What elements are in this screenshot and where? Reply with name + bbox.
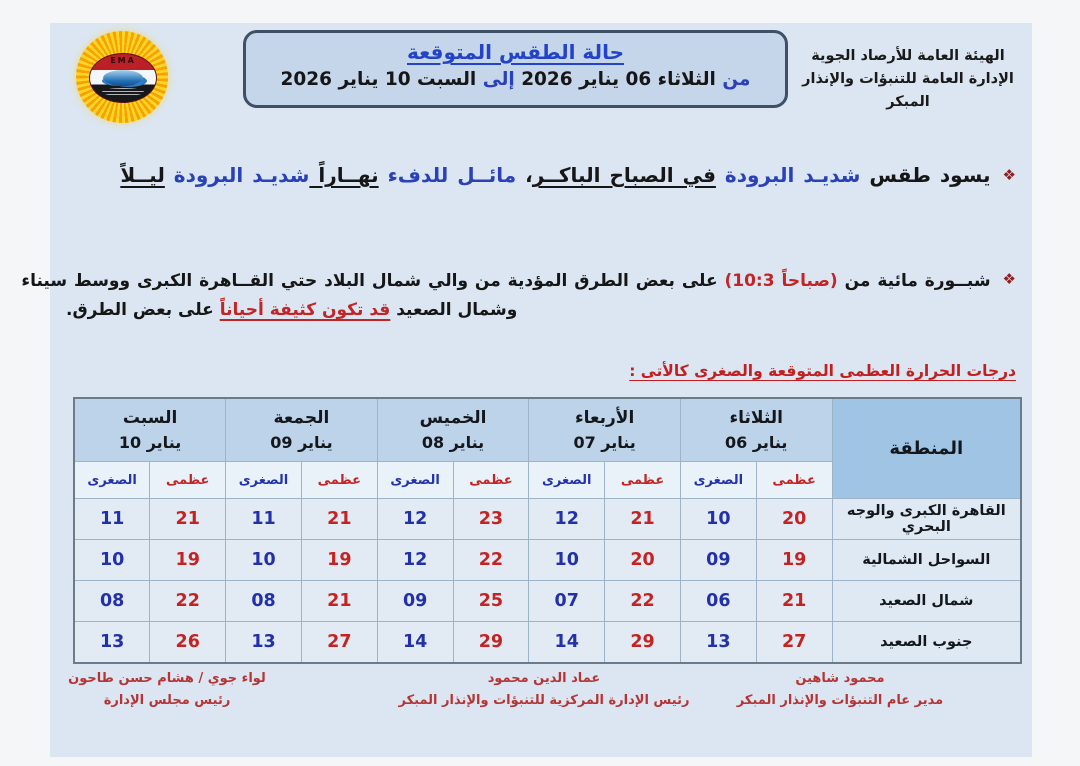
table-caption: درجات الحرارة العظمى المتوقعة والصغرى كالأتى :	[629, 362, 1016, 380]
text-segment: نهــاراً	[309, 163, 379, 187]
fog-warning-text-line1	[21, 271, 990, 291]
day-name: الجمعة	[273, 408, 330, 428]
signature-name: محمود شاهين	[795, 671, 885, 686]
day-name: الخميس	[419, 408, 487, 428]
max-temp-cell: 20	[605, 540, 681, 581]
min-temp-cell: 14	[377, 622, 453, 664]
max-temp-cell: 27	[756, 622, 832, 664]
min-temp-cell: 10	[226, 540, 302, 581]
table-row	[74, 540, 1021, 581]
day-header-cell	[226, 398, 378, 462]
day-date: 09 يناير	[270, 433, 333, 452]
min-temp-cell: 12	[529, 499, 605, 540]
max-label-cell: عظمى	[301, 462, 377, 499]
signature-forecast-director	[735, 668, 945, 712]
max-label-cell: عظمى	[756, 462, 832, 499]
max-label-cell: عظمى	[605, 462, 681, 499]
min-temp-cell: 09	[680, 540, 756, 581]
cloud-icon	[103, 70, 143, 86]
day-header-cell	[74, 398, 226, 462]
text-segment: قد تكون كثيفة أحياناً	[219, 300, 391, 320]
max-temp-cell: 22	[150, 581, 226, 622]
globe-flag-icon	[89, 53, 157, 103]
text-segment: (10:3 صباحاً)	[724, 271, 838, 291]
text-segment: ليــلاً	[120, 163, 165, 187]
min-label-cell: الصغرى	[74, 462, 150, 499]
max-temp-cell: 19	[150, 540, 226, 581]
text-segment: مائــل للدفء	[378, 163, 517, 187]
min-label-cell: الصغرى	[226, 462, 302, 499]
title-box	[243, 30, 788, 108]
table-row	[74, 622, 1021, 664]
waves-decoration	[102, 88, 144, 96]
text-segment: من	[715, 69, 751, 90]
max-label-cell: عظمى	[150, 462, 226, 499]
max-temp-cell: 27	[301, 622, 377, 664]
text-segment: السبت 10 يناير 2026	[280, 69, 477, 90]
min-temp-cell: 11	[74, 499, 150, 540]
min-temp-cell: 11	[226, 499, 302, 540]
text-segment: على بعض الطرق.	[66, 300, 220, 320]
weather-summary-bullet	[66, 163, 1016, 187]
day-header-cell	[377, 398, 529, 462]
table-header-row-days	[74, 398, 1021, 462]
min-temp-cell: 12	[377, 540, 453, 581]
logo-ema-text: EMA	[110, 56, 136, 65]
max-temp-cell: 21	[301, 499, 377, 540]
region-cell: شمال الصعيد	[832, 581, 1021, 622]
min-temp-cell: 13	[74, 622, 150, 664]
max-temp-cell: 21	[756, 581, 832, 622]
min-temp-cell: 08	[226, 581, 302, 622]
temperature-table	[73, 397, 1022, 664]
min-temp-cell: 10	[74, 540, 150, 581]
min-temp-cell: 09	[377, 581, 453, 622]
max-temp-cell: 21	[150, 499, 226, 540]
text-segment: شديـد البرودة	[715, 163, 861, 187]
max-temp-cell: 22	[453, 540, 529, 581]
signature-central-admin-head	[384, 668, 704, 712]
table-row	[74, 581, 1021, 622]
min-label-cell: الصغرى	[377, 462, 453, 499]
text-segment: ،	[516, 163, 533, 187]
text-segment: شبــورة مائية من	[837, 271, 991, 291]
min-temp-cell: 07	[529, 581, 605, 622]
bullet-diamond-icon: ❖	[1002, 270, 1016, 288]
day-date: 08 يناير	[421, 433, 485, 452]
table-row	[74, 499, 1021, 540]
signature-board-chairman	[52, 668, 282, 712]
org-name	[788, 45, 1028, 114]
region-cell: القاهرة الكبرى والوجه البحري	[832, 499, 1021, 540]
max-temp-cell: 21	[301, 581, 377, 622]
min-label-cell: الصغرى	[680, 462, 756, 499]
text-segment: وشمال الصعيد	[390, 300, 518, 320]
signature-title: مدير عام التنبؤات والإنذار المبكر	[736, 693, 944, 708]
signature-name: عماد الدين محمود	[487, 671, 601, 686]
min-temp-cell: 06	[680, 581, 756, 622]
max-temp-cell: 19	[301, 540, 377, 581]
max-temp-cell: 19	[756, 540, 832, 581]
day-name: الثلاثاء	[729, 408, 783, 428]
day-header-cell	[529, 398, 681, 462]
min-label-cell: الصغرى	[529, 462, 605, 499]
max-temp-cell: 22	[605, 581, 681, 622]
min-temp-cell: 12	[377, 499, 453, 540]
region-cell: جنوب الصعيد	[832, 622, 1021, 664]
max-temp-cell: 29	[453, 622, 529, 664]
max-temp-cell: 20	[756, 499, 832, 540]
max-temp-cell: 21	[605, 499, 681, 540]
fog-warning-text-line2	[66, 296, 1016, 325]
report-date-range	[246, 69, 785, 90]
max-temp-cell: 25	[453, 581, 529, 622]
min-temp-cell: 13	[680, 622, 756, 664]
day-date: 06 يناير	[725, 433, 788, 452]
region-cell: السواحل الشمالية	[832, 540, 1021, 581]
min-temp-cell: 08	[74, 581, 150, 622]
fog-warning-bullet	[21, 265, 1016, 325]
day-header-cell	[680, 398, 832, 462]
signature-name: لواء جوي / هشام حسن طاحون	[68, 671, 266, 686]
max-label-cell: عظمى	[453, 462, 529, 499]
region-header-cell: المنطقة	[832, 398, 1021, 499]
max-temp-cell: 26	[150, 622, 226, 664]
day-name: الأربعاء	[574, 408, 635, 428]
day-date: 07 يناير	[573, 433, 636, 452]
text-segment: الثلاثاء 06 يناير 2026	[514, 69, 716, 90]
text-segment: إلى	[476, 69, 515, 90]
text-segment: يسود طقس	[860, 163, 991, 187]
signature-title: رئيس الإدارة المركزية للتنبؤات والإنذار المبكر	[398, 693, 690, 708]
signature-title: رئيس مجلس الإدارة	[103, 693, 231, 708]
org-line-2: الإدارة العامة للتنبؤات والإنذار المبكر	[802, 71, 1014, 110]
ema-logo	[76, 31, 168, 123]
org-line-1: الهيئة العامة للأرصاد الجوية	[811, 48, 1005, 64]
max-temp-cell: 29	[605, 622, 681, 664]
report-title: حالة الطقس المتوقعة	[407, 40, 624, 64]
day-date: 10 يناير	[118, 433, 182, 452]
text-segment: شديـد البرودة	[164, 163, 310, 187]
min-temp-cell: 10	[680, 499, 756, 540]
min-temp-cell: 13	[226, 622, 302, 664]
min-temp-cell: 10	[529, 540, 605, 581]
bullet-diamond-icon: ❖	[1002, 166, 1016, 184]
day-name: السبت	[122, 408, 178, 428]
text-segment: على بعض الطرق المؤدية من والي شمال البلاد حتي القــاهرة الكبرى ووسط سيناء	[21, 271, 725, 291]
max-temp-cell: 23	[453, 499, 529, 540]
min-temp-cell: 14	[529, 622, 605, 664]
weather-report-sheet	[21, 23, 1032, 757]
text-segment: في الصباح الباكــر	[532, 163, 716, 187]
weather-summary-text	[120, 163, 990, 187]
